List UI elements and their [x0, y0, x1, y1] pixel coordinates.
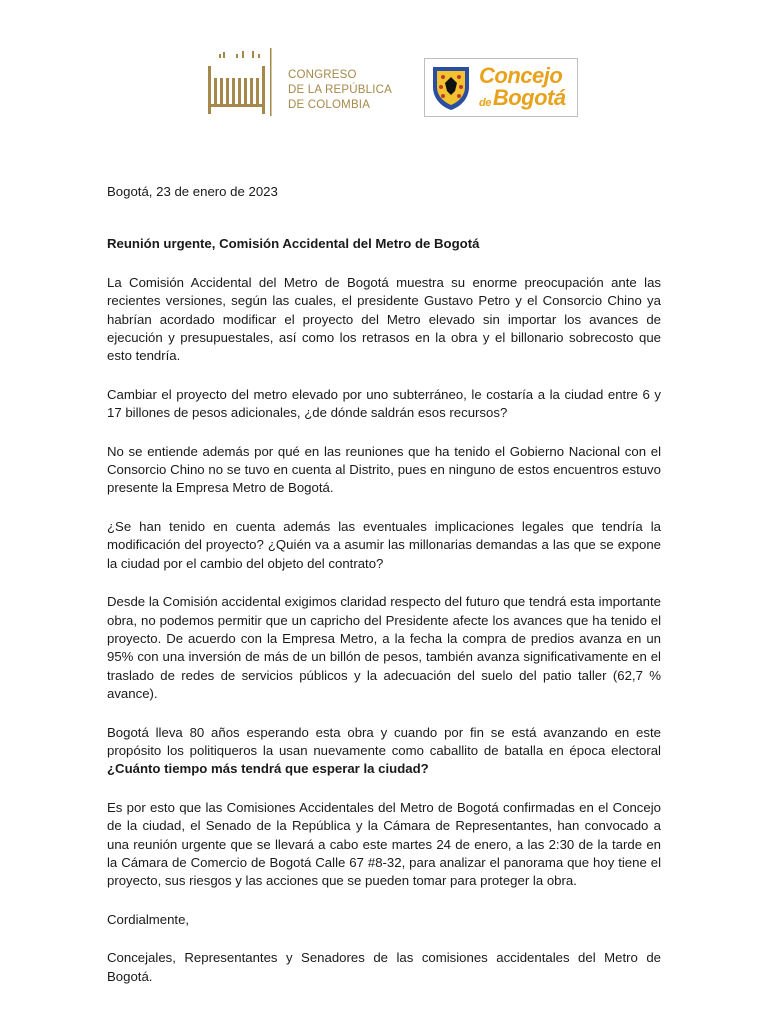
congreso-line-3: DE COLOMBIA	[288, 99, 371, 111]
paragraph-1: La Comisión Accidental del Metro de Bogotá muestra su enorme preocupación ante las recientes versiones, según las cuales, el presidente Gustavo Petro y el Consorcio Chino ya habrían acordado modificar el proyecto del Metro elevado sin importar los avances de ejecución y presupuestales, así como los retrasos en la obra y el billonario sobrecosto que esto tendría.	[107, 274, 661, 364]
letter-date: Bogotá, 23 de enero de 2023	[107, 184, 278, 199]
capitol-building-icon	[190, 48, 286, 116]
congreso-line-1: CONGRESO	[288, 69, 357, 81]
paragraph-3: No se entiende además por qué en las reuniones que ha tenido el Gobierno Nacional con el Consorcio Chino no se tuvo en cuenta al Distrito, pues en ninguno de estos encuentros estuvo presente la Empresa Metro de Bogotá.	[107, 443, 661, 496]
paragraph-6-question: ¿Cuánto tiempo más tendrá que esperar la ciudad?	[107, 761, 429, 777]
bogota-shield-icon	[430, 65, 472, 111]
letter-closing: Cordialmente,	[107, 911, 190, 927]
paragraph-5: Desde la Comisión accidental exigimos claridad respecto del futuro que tendrá esta importante obra, no podemos permitir que un capricho del Presidente afecte los avances que ha tenido el proyecto. De acuerdo con la Empresa Metro, a la fecha la compra de predios avanza en un 95% con una inversión de más de un billón de pesos, también avanza significativamente en el traslado de redes de servicios públicos y la adecuación del suelo del patio taller (62,7 % avance).	[107, 594, 661, 702]
concejo-word-1: Concejo	[479, 63, 563, 88]
letter-body	[107, 183, 661, 1006]
congreso-wordmark	[288, 68, 392, 113]
paragraph-6	[107, 724, 661, 779]
congreso-logo	[190, 48, 404, 116]
concejo-word-3: Bogotá	[492, 85, 566, 110]
paragraph-4: ¿Se han tenido en cuenta además las eventuales implicaciones legales que tendría la modificación del proyecto? ¿Quién va a asumir las millonarias demandas a las que se expone la ciudad por el cambio del objeto del contrato?	[107, 518, 661, 571]
paragraph-6-text: Bogotá lleva 80 años esperando esta obra y cuando por fin se está avanzando en este propósito los politiqueros la usan nuevamente como caballito de batalla en época electoral	[107, 724, 661, 758]
letterhead	[0, 0, 768, 130]
paragraph-2: Cambiar el proyecto del metro elevado por uno subterráneo, le costaría a la ciudad entre 6 y 17 billones de pesos adicionales, ¿de dónde saldrán esos recursos?	[107, 386, 661, 421]
paragraph-7: Es por esto que las Comisiones Accidentales del Metro de Bogotá confirmadas en el Concejo de la ciudad, el Senado de la República y la Cámara de Representantes, han convocado a una reunión urgente que se llevará a cabo este martes 24 de enero, a las 2:30 de la tarde en la Cámara de Comercio de Bogotá Calle 67 #8-32, para analizar el panorama que hoy tiene el proyecto, sus riesgos y las acciones que se pueden tomar para proteger la obra.	[107, 799, 661, 889]
concejo-logo	[424, 58, 578, 117]
concejo-word-2: de	[479, 97, 491, 109]
letter-signature: Concejales, Representantes y Senadores de las comisiones accidentales del Metro de Bogotá.	[107, 950, 661, 984]
congreso-line-2: DE LA REPÚBLICA	[288, 84, 392, 96]
concejo-wordmark	[479, 65, 566, 109]
letter-subject: Reunión urgente, Comisión Accidental del Metro de Bogotá	[107, 236, 480, 252]
